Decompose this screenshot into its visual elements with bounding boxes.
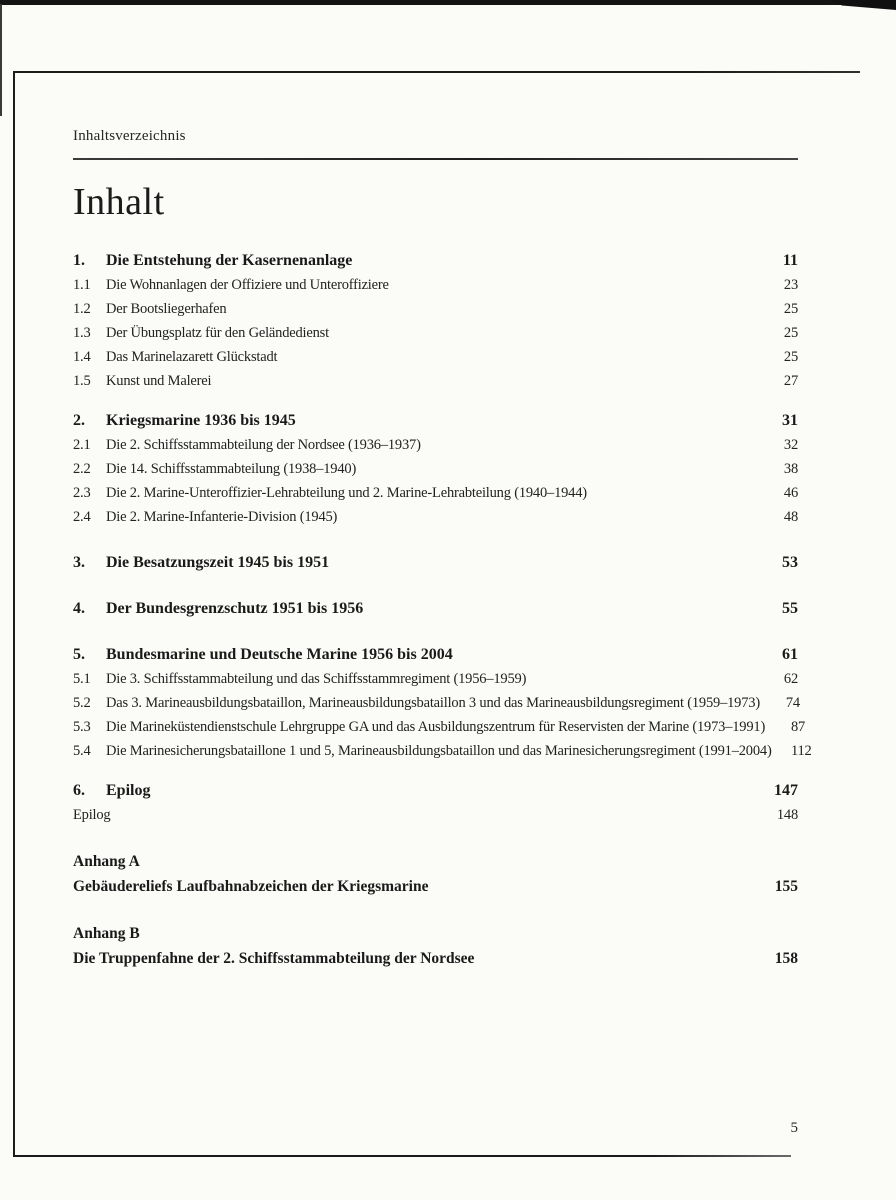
- toc-row-title: Die 2. Marine-Infanterie-Division (1945): [106, 509, 338, 526]
- toc-row-page: 147: [774, 782, 798, 800]
- toc-row-page: 25: [783, 349, 798, 366]
- toc-row-title: Die 2. Marine-Unteroffizier-Lehrabteilung und 2. Marine-Lehrabteilung (1940–1944): [106, 485, 587, 502]
- toc-row-page: 112: [790, 743, 812, 760]
- toc-row: [73, 874, 798, 899]
- page-content: [73, 128, 812, 971]
- toc-row-title: Der Bootsliegerhafen: [106, 301, 227, 318]
- toc-row: [73, 551, 798, 575]
- toc-row-page: 155: [774, 878, 798, 896]
- toc-section-4: [73, 597, 798, 621]
- toc-row-title: Die 2. Schiffsstammabteilung der Nordsee (1936–1937): [106, 437, 421, 454]
- toc-row-number: 2.4: [73, 509, 91, 526]
- toc-row-number: 2.2: [73, 461, 91, 478]
- toc-appendix-a: [73, 849, 798, 899]
- toc-row-title: Die Entstehung der Kasernenanlage: [106, 252, 353, 270]
- toc-row-number: 4.: [73, 600, 85, 618]
- toc-row: [73, 739, 812, 763]
- running-header: Inhaltsverzeichnis: [73, 128, 186, 144]
- toc-appendix-b: [73, 921, 798, 971]
- page-title: Inhalt: [73, 181, 165, 223]
- page-frame-left: [13, 71, 15, 1157]
- toc-row-title: Die 3. Schiffsstammabteilung und das Schiffsstammregiment (1956–1959): [106, 671, 527, 688]
- toc-row-number: 2.3: [73, 485, 91, 502]
- toc-row-number: 5.2: [73, 695, 91, 712]
- appendix-heading-row: [73, 849, 798, 874]
- page-frame-bottom: [13, 1155, 791, 1157]
- toc-row-page: 148: [776, 807, 798, 824]
- toc-row-page: 32: [783, 437, 798, 454]
- toc-row-page: 25: [783, 325, 798, 342]
- toc-row-title: Epilog: [106, 782, 151, 800]
- toc-row: [73, 273, 798, 297]
- toc-row-title: Das 3. Marineausbildungsbataillon, Marineausbildungsbataillon 3 und das Marineausbildungsregiment (1959–1973): [106, 695, 760, 712]
- toc-row-page: 62: [783, 671, 798, 688]
- toc-row-title: Kunst und Malerei: [106, 373, 212, 390]
- toc-row-page: 46: [783, 485, 798, 502]
- toc-row-number: 5.3: [73, 719, 91, 736]
- toc-row-number: 5.4: [73, 743, 91, 760]
- toc-row-number: 6.: [73, 782, 85, 800]
- toc-row: [73, 297, 798, 321]
- toc-row: [73, 409, 798, 433]
- toc-row: [73, 321, 798, 345]
- toc-row: [73, 433, 798, 457]
- toc-row: [73, 667, 798, 691]
- toc-row: [73, 715, 806, 739]
- toc-row-page: 25: [783, 301, 798, 318]
- toc-row-title: Die Besatzungszeit 1945 bis 1951: [106, 554, 330, 572]
- toc-row-title: Kriegsmarine 1936 bis 1945: [106, 412, 296, 430]
- toc-row-page: 53: [782, 554, 798, 572]
- toc-row-number: 1.1: [73, 277, 91, 294]
- toc-row: [73, 249, 798, 273]
- toc-row: [73, 643, 798, 667]
- page-frame-top: [14, 71, 860, 73]
- toc-section-5: [73, 643, 812, 763]
- toc-row-page: 61: [782, 646, 798, 664]
- toc-row: [73, 369, 798, 393]
- toc-row-number: 1.2: [73, 301, 91, 318]
- toc-row-title: Gebäudereliefs Laufbahnabzeichen der Kriegsmarine: [73, 878, 429, 896]
- scan-top-wedge: [830, 0, 896, 10]
- toc-row-page: 158: [774, 950, 798, 968]
- toc-row-page: 27: [783, 373, 798, 390]
- toc-row-page: 23: [783, 277, 798, 294]
- appendix-heading: Anhang A: [73, 853, 140, 871]
- header-rule: [73, 158, 798, 160]
- toc-row: [73, 803, 798, 827]
- toc-row: [73, 946, 798, 971]
- toc-row-title: Das Marinelazarett Glückstadt: [106, 349, 278, 366]
- toc-row-number: 2.: [73, 412, 85, 430]
- table-of-contents: [73, 249, 812, 971]
- toc-row-number: 5.: [73, 646, 85, 664]
- toc-row-page: 48: [783, 509, 798, 526]
- toc-section-3: [73, 551, 798, 575]
- toc-row: [73, 691, 798, 715]
- toc-row-title: Die Marinesicherungsbataillone 1 und 5, Marineausbildungsbataillon und das Marinesicherungsregiment (1991–2004): [106, 743, 772, 760]
- toc-section-1: [73, 249, 798, 393]
- toc-row-number: 3.: [73, 554, 85, 572]
- toc-row-title: Die 14. Schiffsstammabteilung (1938–1940): [106, 461, 357, 478]
- toc-row-page: 11: [782, 252, 798, 270]
- toc-row-title: Der Übungsplatz für den Geländedienst: [106, 325, 329, 342]
- toc-row-number: 1.: [73, 252, 85, 270]
- toc-row-page: 55: [782, 600, 798, 618]
- toc-section-6: [73, 779, 798, 827]
- toc-row-title: Der Bundesgrenzschutz 1951 bis 1956: [106, 600, 364, 618]
- toc-row-number: 1.4: [73, 349, 91, 366]
- toc-row-number: 1.5: [73, 373, 91, 390]
- toc-row-title: Die Truppenfahne der 2. Schiffsstammabteilung der Nordsee: [73, 950, 475, 968]
- toc-row-number: 1.3: [73, 325, 91, 342]
- toc-row-number: 5.1: [73, 671, 91, 688]
- scan-top-edge: [0, 0, 896, 5]
- toc-row-page: 38: [783, 461, 798, 478]
- toc-row: [73, 505, 798, 529]
- toc-row-page: 74: [785, 695, 800, 712]
- toc-row: [73, 481, 798, 505]
- toc-row-number: 2.1: [73, 437, 91, 454]
- appendix-heading-row: [73, 921, 798, 946]
- toc-row-title: Die Wohnanlagen der Offiziere und Unteroffiziere: [106, 277, 389, 294]
- toc-row: [73, 597, 798, 621]
- toc-row-page: 31: [782, 412, 798, 430]
- scan-left-edge: [0, 4, 2, 116]
- toc-row: [73, 457, 798, 481]
- toc-row-title: Bundesmarine und Deutsche Marine 1956 bis 2004: [106, 646, 453, 664]
- toc-row: [73, 779, 798, 803]
- toc-row: [73, 345, 798, 369]
- toc-row-page: 87: [790, 719, 806, 736]
- appendix-heading: Anhang B: [73, 925, 140, 943]
- toc-section-2: [73, 409, 798, 529]
- toc-row-title: Epilog: [73, 807, 111, 824]
- page-number: 5: [790, 1120, 798, 1136]
- toc-row-title: Die Marineküstendienstschule Lehrgruppe GA und das Ausbildungszentrum für Reservisten der Marine (1973–1991): [106, 719, 766, 736]
